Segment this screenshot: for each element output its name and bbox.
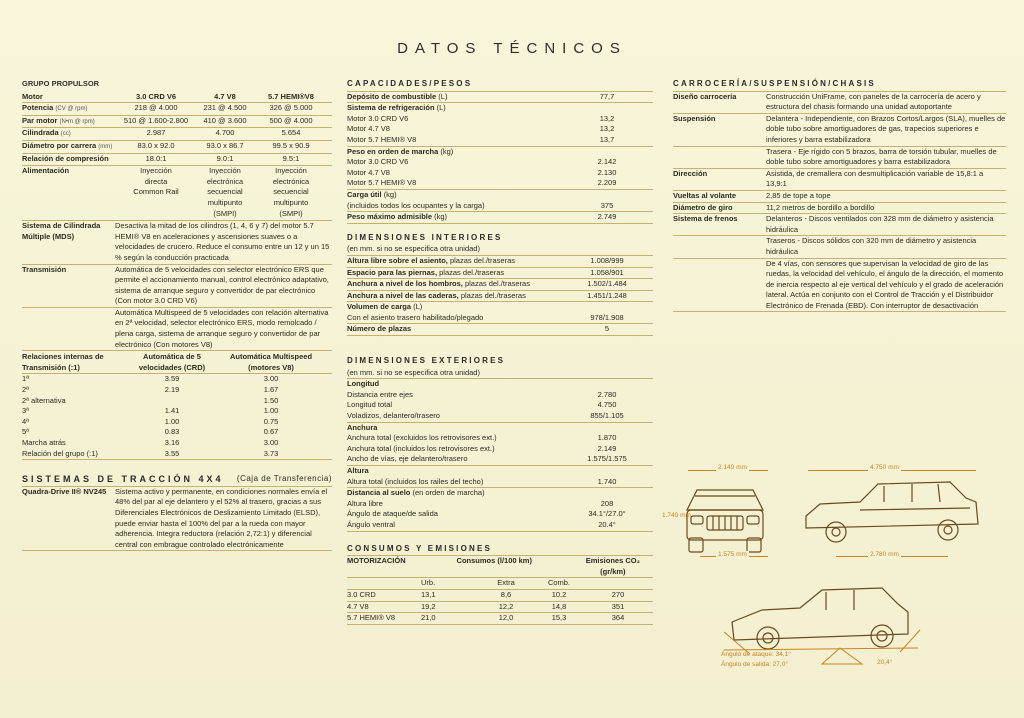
- table-row: [347, 157, 653, 168]
- row-text: Trasera - Eje rígido con 5 brazos, barra de torsión tubular, muelles de doble tubo sobre amortiguadores y barra estabilizadora: [766, 146, 997, 167]
- row-value: 9.0:1: [216, 153, 234, 163]
- transmision-row-2: [22, 308, 332, 351]
- row-label-text: Anchura a nivel de las caderas,: [347, 290, 459, 300]
- group-label-text: Anchura: [347, 422, 378, 432]
- row-value: 4.700: [215, 128, 235, 138]
- table-row: [22, 406, 332, 417]
- row-label: [347, 268, 561, 279]
- consumos-subheader: [347, 578, 653, 590]
- table-row: [347, 256, 653, 268]
- interiores-rows: [347, 256, 653, 302]
- gear-label: 1ª: [22, 374, 29, 384]
- table-row: [347, 499, 653, 510]
- engine-header-row: [22, 92, 332, 104]
- row-value: 231 @ 4.500: [203, 103, 247, 113]
- table-row: [347, 509, 653, 520]
- peso-head: [347, 147, 653, 158]
- gear-ratio-v8: 0.67: [263, 427, 279, 437]
- row-label: Diseño carrocería: [673, 91, 737, 101]
- side-length-label: 4.750 mm: [870, 464, 899, 471]
- table-row: [347, 291, 653, 303]
- propulsor-rows: [22, 103, 332, 166]
- table-row: [22, 128, 332, 141]
- row-value: 13,2: [599, 113, 615, 123]
- table-row: [22, 141, 332, 154]
- row-value: 20.4°: [598, 519, 616, 529]
- transmision-row-1: [22, 265, 332, 308]
- group-label-text: Distancia al suelo: [347, 488, 411, 498]
- row-value: 1.870: [597, 433, 617, 443]
- traccion-heading-row: [22, 474, 332, 485]
- row-value: 1.008/999: [590, 255, 624, 265]
- angle-ventral-label: 20,4°: [877, 659, 893, 666]
- row-label-text: Anchura a nivel de los hombros,: [347, 279, 463, 289]
- front-width-label: 2.149 mm: [718, 464, 747, 471]
- row-value: 2.149: [597, 443, 617, 453]
- gear-ratio-v8: 1.67: [263, 385, 279, 395]
- gear-label: 4ª: [22, 416, 29, 426]
- row-value: 1.575/1.575: [587, 454, 627, 464]
- deposito-row: [347, 91, 653, 104]
- row-text: Traseros - Discos sólidos con 320 mm de diámetro y asistencia hidráulica: [766, 236, 977, 256]
- cons-extra: 12,2: [498, 601, 514, 611]
- table-row: [347, 454, 653, 466]
- right-column: [673, 79, 1006, 312]
- cons-comb: 14,8: [551, 601, 567, 611]
- row-label: [22, 103, 118, 115]
- angle-attack-label: Ángulo de ataque: 34,1°: [721, 651, 791, 658]
- volumen-sub: Con el asiento trasero habilitado/plegado: [347, 312, 484, 322]
- table-row: [22, 417, 332, 428]
- deposito-label: Depósito de combustible: [347, 91, 437, 101]
- table-row: [22, 427, 332, 438]
- traccion-text: Sistema activo y permanente, en condiciones normales envía el 48% del par al eje delantero y el 52% al trasero, gracias a sus Diferenciales Electrónicos de Deslizamiento Limitado (ELSD), puede enviar hasta el 100% del par a la rueda con mayor adherencia. Integra reductora (relación 2,72:1) y diferencial central con embrague controlado electrónicamente: [115, 486, 328, 549]
- refrig-head: [347, 103, 653, 114]
- consumos-heading: CONSUMOS Y EMISIONES: [347, 543, 493, 553]
- transmision-text-2: Automática Multispeed de 5 velocidades con relación alternativa en 2ª velocidad, selector electrónico ERS, modo remolcado / plena carga, sistema de arranque seguro y convertidor de par electrónico (Con motores V8): [115, 307, 329, 349]
- alimentacion-2: Inyección electrónica secuencial multipunto (SMPI): [206, 166, 244, 218]
- gear-ratio-v8: 0.75: [263, 416, 279, 426]
- table-row: [347, 400, 653, 411]
- cons-motor: 5.7 HEMI® V8: [347, 613, 396, 623]
- table-row: [347, 268, 653, 280]
- table-row: [673, 169, 1006, 191]
- traccion-label: Quadra-Drive II® NV245: [22, 486, 107, 496]
- ratios-rows: [22, 374, 332, 460]
- table-row: [22, 374, 332, 385]
- table-row: [347, 477, 653, 489]
- exteriores-note: (en mm. si no se especifica otra unidad): [347, 367, 480, 377]
- carga-label: Carga útil: [347, 189, 382, 199]
- engine-1: 3.0 CRD V6: [135, 91, 177, 101]
- deposito-unit: (L): [438, 91, 448, 101]
- propulsor-heading: GRUPO PROPULSOR: [22, 79, 100, 88]
- row-label: [22, 154, 118, 166]
- ratios-col2: Automática Multispeed (motores V8): [229, 352, 313, 372]
- table-row: [22, 154, 332, 167]
- deposito-value: 77,7: [599, 91, 615, 101]
- table-row: [347, 613, 653, 625]
- refrig-unit: (L): [436, 103, 446, 113]
- table-row: [347, 114, 653, 125]
- table-row: [347, 520, 653, 532]
- page-title: DATOS TÉCNICOS: [397, 40, 627, 57]
- carga-head: [347, 190, 653, 201]
- front-height-label: 1.740 mm: [662, 512, 691, 519]
- row-label: Anchura total (excluidos los retrovisores ext.): [347, 433, 497, 443]
- gear-ratio-v8: 1.50: [263, 395, 279, 405]
- row-label: Motor 5.7 HEMI® V8: [347, 134, 417, 144]
- row-text: Asistida, de cremallera con desmultiplicación variable de 15,8:1 a 13,9:1: [766, 168, 984, 189]
- table-row: [22, 438, 332, 449]
- gear-label: Relación del grupo (:1): [22, 448, 98, 458]
- table-row: [673, 214, 1006, 236]
- gear-ratio-crd: 3.59: [164, 374, 180, 384]
- exteriores-note-row: [347, 368, 653, 380]
- gear-label: 3ª: [22, 406, 29, 416]
- row-label: Motor 5.7 HEMI® V8: [347, 178, 417, 188]
- gear-ratio-crd: 0.83: [164, 427, 180, 437]
- left-column: [22, 79, 332, 551]
- table-row: [347, 135, 653, 147]
- cons-comb: 15,3: [551, 613, 567, 623]
- row-text: Delanteros - Discos ventilados con 328 mm de diámetro y asistencia hidráulica: [766, 214, 994, 234]
- table-row: [347, 590, 653, 602]
- gear-label: 2ª alternativa: [22, 395, 66, 405]
- plazas-value: 5: [604, 324, 610, 334]
- capacidades-heading: CAPACIDADES/PESOS: [347, 79, 473, 88]
- cons-urb: 19,2: [421, 601, 436, 611]
- side-wheelbase-label: 2.780 mm: [870, 551, 899, 558]
- row-label: [22, 128, 118, 140]
- motor-label: Motor: [22, 91, 43, 101]
- gear-ratio-v8: 3.73: [263, 448, 279, 458]
- gear-ratio-crd: 2.19: [164, 385, 180, 395]
- row-value: 500 @ 4.000: [269, 115, 313, 125]
- row-value: 1.451/1.248: [587, 290, 627, 300]
- row-label: Sistema de frenos: [673, 214, 738, 224]
- middle-column: [347, 79, 653, 625]
- ratios-col1: Automática de 5 velocidades (CRD): [138, 352, 206, 372]
- cons-motor: 4.7 V8: [347, 601, 369, 611]
- row-label: Ancho de vías, eje delantero/trasero: [347, 454, 468, 464]
- row-value: 1.502/1.484: [587, 279, 627, 289]
- row-text: 11,2 metros de bordillo a bordillo: [766, 202, 875, 212]
- group-head: [347, 488, 653, 499]
- group-unit: (en orden de marcha): [412, 488, 485, 498]
- gear-label: 5ª: [22, 427, 29, 437]
- interiores-note: (en mm. si no se especifica otra unidad): [347, 244, 480, 254]
- row-value: 93.0 x 86.7: [206, 140, 244, 150]
- peso-unit: (kg): [440, 146, 454, 156]
- pma-value: 2.749: [597, 212, 617, 222]
- gear-ratio-crd: 1.00: [164, 416, 180, 426]
- row-label-text: Potencia: [22, 103, 54, 113]
- mds-row: [22, 220, 332, 264]
- row-text: Construcción UniFrame, con paneles de la carrocería de acero y estructura del chasis formando una unidad autoportante: [766, 91, 981, 112]
- table-row: [347, 602, 653, 614]
- gear-ratio-v8: 1.00: [263, 406, 279, 416]
- row-unit: (CV @ rpm): [55, 106, 88, 113]
- transmision-text-1: Automática de 5 velocidades con selector electrónico ERS que permite el accionamiento manual, control electrónico adaptativo, sistema de arranque seguro y convertidor de par electrónico (Con motor 3.0 CRD V6): [115, 264, 329, 306]
- cons-co2: 270: [611, 589, 625, 599]
- group-label: [347, 379, 653, 390]
- row-label: Motor 3.0 CRD V6: [347, 157, 409, 167]
- table-row: [347, 390, 653, 401]
- row-label: Dirección: [673, 168, 708, 178]
- row-unit: (mm): [98, 143, 113, 150]
- traccion-heading-sub: (Caja de Transferencia): [236, 474, 332, 484]
- table-row: [347, 279, 653, 291]
- group-label-text: Longitud: [347, 379, 380, 389]
- volumen-label: Volumen de carga: [347, 302, 412, 312]
- table-row: [673, 147, 1006, 169]
- volumen-unit: (L): [413, 302, 423, 312]
- table-row: [673, 92, 1006, 114]
- table-row: [22, 396, 332, 407]
- volumen-row: [347, 313, 653, 325]
- row-value: 4.750: [597, 400, 617, 410]
- row-value: 9.5:1: [282, 153, 300, 163]
- table-row: [22, 449, 332, 461]
- row-label-text: Altura libre sobre el asiento,: [347, 255, 448, 265]
- angle-exit-label: Ángulo de salida: 27,0°: [721, 661, 788, 668]
- row-value: 13,7: [599, 134, 615, 144]
- consumos-sub-urb: Urb.: [421, 578, 436, 588]
- table-row: [22, 385, 332, 396]
- ratios-label: Relaciones internas de Transmisión (:1): [22, 352, 104, 372]
- row-label: [22, 141, 118, 153]
- gear-label: 2ª: [22, 385, 29, 395]
- table-row: [347, 178, 653, 190]
- row-value: 2.987: [146, 128, 166, 138]
- row-label: Motor 3.0 CRD V6: [347, 113, 409, 123]
- row-value: 83.0 x 92.0: [137, 140, 175, 150]
- row-label-sub: plazas del./traseras: [462, 279, 530, 289]
- row-value: 2.209: [597, 178, 617, 188]
- engine-2: 4.7 V8: [214, 91, 236, 101]
- exteriores-heading: DIMENSIONES EXTERIORES: [347, 356, 506, 366]
- carroceria-rows: [673, 91, 1006, 313]
- cons-co2: 364: [611, 613, 625, 623]
- side-view-sketch: [800, 468, 984, 558]
- alimentacion-1: Inyección directa Common Rail: [133, 166, 179, 197]
- row-label: Anchura total (incluidos los retrovisores ext.): [347, 443, 495, 453]
- interiores-heading: DIMENSIONES INTERIORES: [347, 232, 503, 242]
- row-value: 208: [600, 498, 614, 508]
- cons-extra: 12,0: [498, 613, 514, 623]
- plazas-label: Número de plazas: [347, 324, 412, 334]
- consumos-h-consumo: Consumos (l/100 km): [456, 556, 532, 566]
- row-label-text: Espacio para las piernas,: [347, 267, 438, 277]
- carga-value: 375: [600, 200, 614, 210]
- row-value: 410 @ 3.600: [203, 115, 247, 125]
- row-value: 510 @ 1.600-2.800: [123, 115, 189, 125]
- cons-co2: 351: [611, 601, 625, 611]
- plazas-row: [347, 324, 653, 336]
- row-label: Longitud total: [347, 400, 393, 410]
- row-label-sub: plazas del./traseras: [447, 255, 515, 265]
- table-row: [347, 433, 653, 444]
- row-value: 2.142: [597, 157, 617, 167]
- row-value: 1.058/901: [590, 267, 624, 277]
- gear-ratio-crd: 3.16: [164, 438, 180, 447]
- row-value: 18.0:1: [145, 153, 167, 163]
- row-label: Motor 4.7 V8: [347, 124, 390, 134]
- group-label: [347, 466, 653, 477]
- consumos-sub-comb: Comb.: [547, 578, 571, 588]
- row-value: 855/1.105: [590, 411, 624, 421]
- gear-ratio-v8: 3.00: [263, 438, 279, 447]
- row-unit: (N•m @ rpm): [59, 118, 95, 125]
- row-value: 34.1°/27.0°: [588, 509, 626, 519]
- row-label: Ángulo ventral: [347, 519, 395, 529]
- row-text: Delantera - Independiente, con Brazos Cortos/Largos (SLA), muelles de doble tubo sobre amortiguadores de gas, trapecios superiores e inferiores y barra estabilizadora: [766, 113, 1006, 144]
- pma-label: Peso máximo admisible: [347, 212, 433, 222]
- group-head: [347, 423, 653, 434]
- consumos-h-motor: MOTORIZACIÓN: [347, 556, 406, 566]
- refrig-label: Sistema de refrigeración: [347, 103, 435, 113]
- row-label-sub: plazas del./traseras: [458, 290, 526, 300]
- cons-comb: 10,2: [551, 589, 567, 599]
- gear-label: Marcha atrás: [22, 438, 66, 447]
- row-value: 2.780: [597, 389, 617, 399]
- table-row: [22, 103, 332, 116]
- cons-urb: 13,1: [421, 589, 436, 599]
- transmision-label: Transmisión: [22, 264, 67, 274]
- row-label-text: Diámetro por carrera: [22, 140, 97, 150]
- alimentacion-row: [22, 166, 332, 219]
- row-value: 218 @ 4.000: [134, 103, 178, 113]
- row-label: Altura libre: [347, 498, 383, 508]
- table-row: [673, 114, 1006, 147]
- row-label: Motor 4.7 V8: [347, 167, 390, 177]
- interiores-note-row: [347, 244, 653, 256]
- engine-3: 5.7 HEMI®V8: [268, 91, 314, 101]
- row-label: [347, 279, 561, 290]
- pma-unit: (kg): [434, 212, 448, 222]
- traccion-heading: SISTEMAS DE TRACCIÓN 4X4: [22, 474, 224, 485]
- table-row: [673, 203, 1006, 215]
- row-label: [347, 256, 561, 267]
- table-row: [22, 116, 332, 129]
- gear-ratio-crd: 1.41: [164, 406, 180, 416]
- exteriores-rows: [347, 379, 653, 531]
- row-label-text: Par motor: [22, 115, 58, 125]
- consumos-sub-extra: Extra: [497, 578, 515, 588]
- alimentacion-3: Inyección electrónica secuencial multipunto (SMPI): [272, 166, 310, 218]
- table-row: [673, 236, 1006, 258]
- group-label: [347, 488, 653, 499]
- row-label: [347, 291, 561, 302]
- refrig-rows: [347, 114, 653, 147]
- row-label-sub: plazas del./traseras: [437, 267, 505, 277]
- carga-row: [347, 201, 653, 213]
- group-label-text: Altura: [347, 466, 369, 475]
- mds-text: Desactiva la mitad de los cilindros (1, 4, 6 y 7) del motor 5.7 HEMI® V8 en aceleraciones y ascensiones suaves o a velocidades de crucero. Reduce el consumo entre un 12 y un 15 % según la conducción practicada: [115, 221, 330, 262]
- front-track-label: 1.575 mm: [718, 551, 747, 558]
- carga-unit: (kg): [383, 189, 397, 199]
- row-label: Ángulo de ataque/de salida: [347, 509, 438, 519]
- row-label: [22, 116, 118, 128]
- group-head: [347, 466, 653, 477]
- carga-sub: (incluidos todos los ocupantes y la carga): [347, 200, 485, 210]
- cons-motor: 3.0 CRD: [347, 589, 376, 599]
- row-label: Voladizos, delantero/trasero: [347, 411, 440, 421]
- row-value: 2.130: [597, 167, 617, 177]
- consumos-h-emis: Emisiones CO₂ (gr/km): [585, 556, 640, 576]
- row-value: 5.654: [281, 128, 301, 138]
- group-label: [347, 423, 653, 434]
- row-text: 2,85 de tope a tope: [766, 190, 831, 200]
- volumen-value: 978/1.908: [590, 312, 624, 322]
- row-value: 326 @ 5.000: [269, 103, 313, 113]
- carroceria-heading: CARROCERÍA/SUSPENSIÓN/CHASIS: [673, 79, 876, 88]
- traccion-row: [22, 486, 332, 552]
- row-label-text: Relación de compresión: [22, 153, 109, 163]
- table-row: [673, 191, 1006, 203]
- row-label: Diámetro de giro: [673, 202, 733, 212]
- peso-label: Peso en orden de marcha: [347, 146, 439, 156]
- row-value: 99.5 x 90.9: [272, 140, 310, 150]
- row-value: 13,2: [599, 124, 615, 134]
- mds-label: Sistema de Cilindrada Múltiple (MDS): [22, 221, 101, 241]
- row-label: Altura total (incluidos los railes del techo): [347, 476, 484, 486]
- consumos-rows: [347, 590, 653, 625]
- alimentacion-label: Alimentación: [22, 166, 70, 176]
- peso-rows: [347, 157, 653, 190]
- table-row: [347, 168, 653, 179]
- gear-ratio-crd: 3.55: [164, 448, 180, 458]
- consumos-header: [347, 555, 653, 578]
- cons-urb: 21,0: [421, 613, 436, 623]
- row-text: De 4 vías, con sensores que supervisan la velocidad de giro de las ruedas, la velocidad del vehículo, el ángulo de la dirección, el momento de inercia respecto al eje vertical del vehículo y el grado de aceleración lateral. Actúa en conjunto con el Control de Tracción y el Distribuidor Electrónico de Frenada (EBD). Con interruptor de desactivación: [766, 258, 1004, 310]
- ratios-header: [22, 352, 332, 374]
- table-row: [347, 124, 653, 135]
- row-value: 1.740: [597, 476, 617, 486]
- row-label: Vueltas al volante: [673, 190, 737, 200]
- cons-extra: 8,6: [500, 589, 512, 599]
- table-row: [673, 259, 1006, 313]
- row-label: Distancia entre ejes: [347, 389, 413, 399]
- gear-ratio-v8: 3.00: [263, 374, 279, 384]
- volumen-head: [347, 302, 653, 313]
- pma-row: [347, 212, 653, 224]
- row-label: Suspensión: [673, 113, 716, 123]
- table-row: [347, 444, 653, 455]
- table-row: [347, 411, 653, 423]
- row-label-text: Cilindrada: [22, 128, 59, 138]
- row-unit: (cc): [60, 131, 71, 138]
- group-head: [347, 379, 653, 390]
